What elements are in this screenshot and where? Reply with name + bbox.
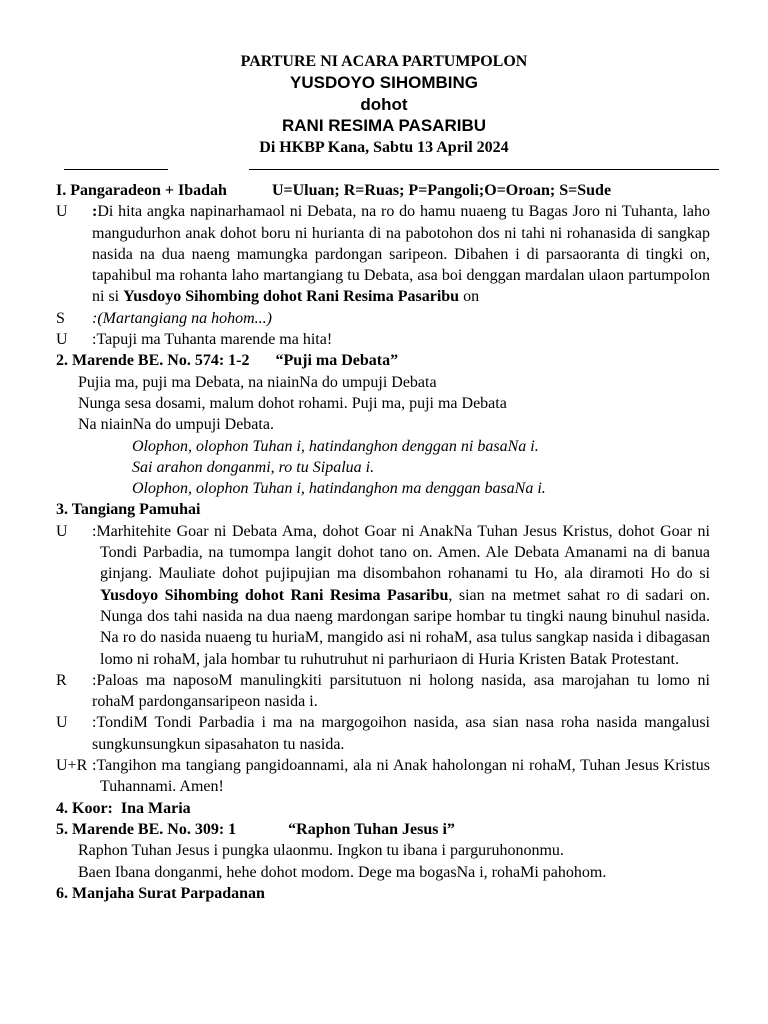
- liturgy-text: :Paloas ma naposoM manulingkiti parsitutuon ni holong nasida, asa marojahan tu lomo ni rohaM pardongansaripeon nasida i.: [92, 671, 710, 711]
- document-title: PARTURE NI ACARA PARTUMPOLON: [240, 53, 528, 70]
- bride-name: RANI RESIMA PASARIBU: [281, 116, 486, 135]
- role-marker: S: [56, 309, 65, 327]
- song-line: Baen Ibana donganmi, hehe dohot modom. Dege ma bogasNa i, rohaMi pahohom.: [78, 863, 607, 881]
- song-line: Nunga sesa dosami, malum dohot rohami. Puji ma, puji ma Debata: [78, 394, 507, 412]
- liturgy-line-u1: U :Di hita angka napinarhamaol ni Debata, na ro do hamu nuaeng tu Bagas Joro ni Tuhanta, laho mangudurhon anak dohot boru ni hurianta di na pabotohon dos ni tahi ni rohanasida di sangkap nasida na dua naeng mamungka pardongan saripeon. Dibahen i di parsaoranta di tingki on, tapahibul ma rohanta laho martangiang tu Debata, asa boi denggan mardalan ulaon partumpolon ni si Yusdoyo Sihombing dohot Rani Resima Pasaribu on: [56, 201, 710, 307]
- liturgy-text: Di hita angka napinarhamaol ni Debata, na ro do hamu nuaeng tu Bagas Joro ni Tuhanta, laho mangudurhon anak dohot boru ni hurianta di na pabotohon dos ni tahi ni rohanasida di sangkap nasida na dua naeng mamungka pardongan saripeon. Dibahen i di parsaoranta di tingki on, tapahibul ma rohanta laho martangiang tu Debata, asa boi denggan mardalan ulaon partumpolon ni si: [92, 203, 710, 306]
- song-line: Na niainNa do umpuji Debata.: [78, 416, 274, 434]
- song-line: Raphon Tuhan Jesus i pungka ulaonmu. Ingkon tu ibana i parguruhononmu.: [78, 842, 564, 860]
- refrain-line: Olophon, olophon Tuhan i, hatindanghon denggan ni basaNa i.: [132, 437, 539, 455]
- liturgy-line-u2: [56, 712, 710, 755]
- connector-text: dohot: [360, 95, 408, 114]
- section-1-heading: I. Pangaradeon + Ibadah U=Uluan; R=Ruas; P=Pangoli;O=Oroan; S=Sude: [56, 182, 612, 199]
- liturgy-line-u2: [56, 329, 710, 350]
- liturgy-text: :Marhitehite Goar ni Debata Ama, dohot Goar ni AnakNa Tuhan Jesus Kristus, dohot Goar ni Tondi Parbadia, na tumompa langit dohot tano on. Amen. Ale Debata Amanami na di banua ginjang. Mauliate dohot pujipujian ma disombahon rohanami tu Ho, ala diramoti Ho do si: [92, 522, 710, 583]
- role-marker: U: [56, 331, 68, 349]
- section-2-heading: 2. Marende BE. No. 574: 1-2 “Puji ma Debata”: [56, 352, 399, 370]
- role-marker: R: [56, 671, 67, 689]
- document-body: [56, 180, 710, 904]
- divider-right: [249, 169, 719, 170]
- couple-names: Yusdoyo Sihombing dohot Rani Resima Pasaribu: [100, 586, 449, 604]
- liturgy-line-r: [56, 670, 710, 713]
- section-3-heading: 3. Tangiang Pamuhai: [56, 501, 201, 519]
- liturgy-text: :Tapuji ma Tuhanta marende ma hita!: [92, 331, 333, 349]
- role-legend: U=Uluan; R=Ruas; P=Pangoli;O=Oroan; S=Sude: [271, 182, 612, 199]
- liturgy-line-ur: [56, 755, 710, 798]
- section-6-heading: 6. Manjaha Surat Parpadanan: [56, 884, 265, 902]
- section-4-heading: 4. Koor: Ina Maria: [56, 799, 191, 817]
- groom-name: YUSDOYO SIHOMBING: [290, 73, 478, 92]
- song-title: “Puji ma Debata”: [275, 352, 399, 370]
- song-line: Pujia ma, puji ma Debata, na niainNa do umpuji Debata: [78, 373, 437, 391]
- song-title: “Raphon Tuhan Jesus i”: [288, 820, 455, 838]
- couple-names: Yusdoyo Sihombing dohot Rani Resima Pasaribu: [123, 288, 460, 306]
- role-marker: U+R: [56, 757, 88, 775]
- refrain-line: Sai arahon donganmi, ro tu Sipalua i.: [132, 458, 375, 476]
- liturgy-text: :TondiM Tondi Parbadia i ma na margogoihon nasida, asa sian nasa roha nasida mangalusi sungkunsungkun sipasahaton tu nasida.: [92, 714, 710, 753]
- section-5-heading: 5. Marende BE. No. 309: 1 “Raphon Tuhan Jesus i”: [56, 820, 455, 838]
- role-marker: U: [56, 714, 68, 732]
- liturgy-text: :Tangihon ma tangiang pangidoannami, ala ni Anak haholongan ni rohaM, Tuhan Jesus Kristus Tuhannami. Amen!: [92, 757, 710, 796]
- liturgy-line-s: [56, 308, 710, 329]
- refrain-line: Olophon, olophon Tuhan i, hatindanghon ma denggan basaNa i.: [132, 480, 546, 498]
- divider-left: [64, 169, 168, 170]
- role-marker: U: [56, 522, 68, 540]
- liturgy-line-u: U :Marhitehite Goar ni Debata Ama, dohot Goar ni AnakNa Tuhan Jesus Kristus, dohot Goar ni Tondi Parbadia, na tumompa langit dohot tano on. Amen. Ale Debata Amanami na di banua ginjang. Mauliate dohot pujipujian ma disombahon rohanami tu Ho, ala diramoti Ho do si Yusdoyo Sihombing dohot Rani Resima Pasaribu, sian na metmet sahat ro di sadari on. Nunga dos tahi nasida na dua naeng mardongan saripe hombar tu tingki naung binuhul nasida. Na ro do nasida nuaeng tu huriaM, mangido asi ni rohaM, asa tulus sangkap nasida i dibagasan lomo ni rohaM, jala hombar tu ruhutruhut ni parhuriaon di Huria Kristen Batak Protestant.: [56, 521, 710, 670]
- place-date: Di HKBP Kana, Sabtu 13 April 2024: [259, 139, 509, 156]
- liturgy-text: :(Martangiang na hohom...): [92, 309, 272, 327]
- role-marker: U: [56, 203, 68, 221]
